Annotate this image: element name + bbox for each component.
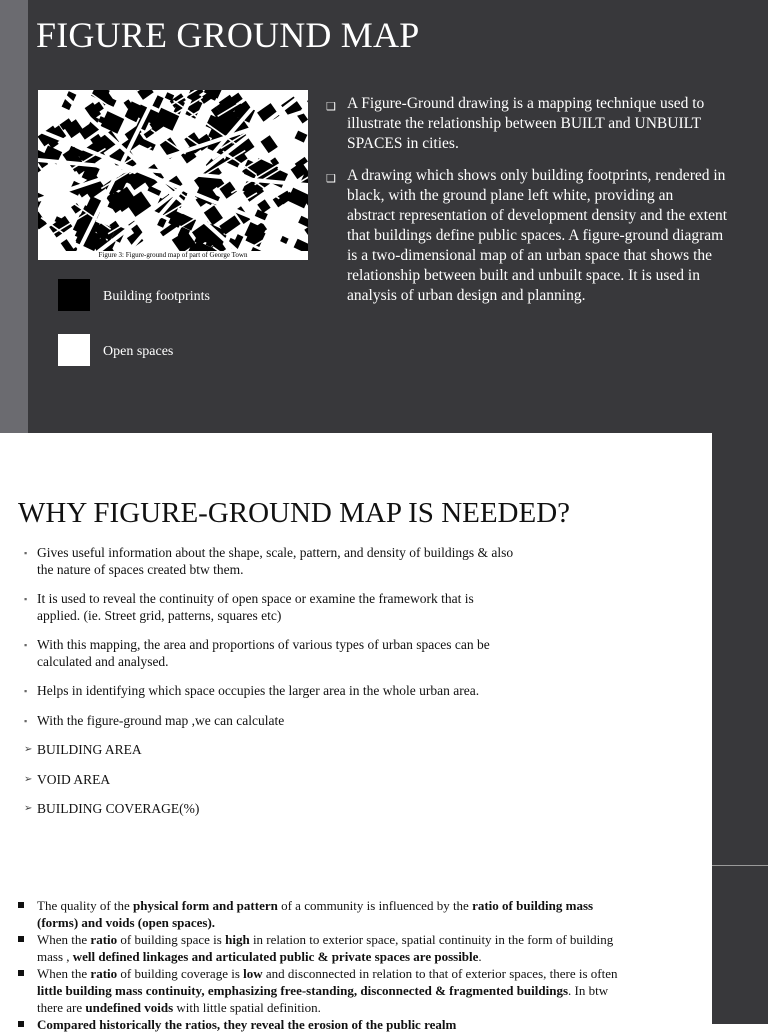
side-accent-strip — [0, 0, 28, 433]
list-item: ▪ With the figure-ground map ,we can calculate — [24, 712, 285, 728]
bullet-icon — [18, 902, 24, 908]
bullet-icon: ▪ — [24, 640, 28, 650]
reasons-list — [24, 545, 584, 818]
legend-swatch-building — [58, 279, 90, 311]
slide-title: FIGURE GROUND MAP — [36, 15, 420, 55]
list-item: Compared historically the ratios, they reveal the erosion of the public realm — [18, 1016, 690, 1033]
figure-ground-map-drawing — [38, 90, 308, 252]
list-item: ▪ Helps in identifying which space occupies the larger area in the whole urban area. — [24, 683, 480, 698]
bullet-item: ❑ A Figure-Ground drawing is a mapping technique used to illustrate the relationship between BUILT and UNBUILT SPACES in cities. — [326, 95, 705, 152]
panel-divider-line — [712, 865, 768, 866]
list-item: ▪ Gives useful information about the shape, scale, pattern, and density of buildings & also the nature of spaces created btw them. — [24, 545, 514, 577]
arrow-bullet-icon: ➢ — [24, 744, 33, 755]
definition-bullets — [326, 94, 731, 306]
bullet-icon: ▪ — [24, 686, 28, 696]
square-bullet-icon: ❑ — [326, 173, 336, 185]
arrow-bullet-icon: ➢ — [24, 803, 33, 814]
list-item: ▪ It is used to reveal the continuity of open space or examine the framework that is applied. (ie. Street grid, patterns, squares etc) — [24, 591, 474, 623]
bullet-icon — [18, 1021, 24, 1027]
list-item: When the ratio of building space is high in relation to exterior space, spatial continuity in the form of building mass , well defined linkages and articulated public & private spaces are possible. — [18, 931, 690, 965]
bullet-icon — [18, 970, 24, 976]
list-item: The quality of the physical form and pattern of a community is influenced by the ratio of building mass (forms) and voids (open spaces). — [18, 897, 690, 931]
legend-label-open: Open spaces — [103, 344, 174, 359]
list-item: ▪ With this mapping, the area and proportions of various types of urban spaces can be calculated and analysed. — [24, 637, 490, 669]
bullet-icon: ▪ — [24, 548, 28, 558]
legend-swatch-open — [58, 334, 90, 366]
lane — [290, 141, 308, 158]
arrow-bullet-icon: ➢ — [24, 773, 33, 785]
slide-title-why-needed: WHY FIGURE-GROUND MAP IS NEEDED? — [18, 497, 571, 529]
slide-figure-ground-map — [0, 0, 768, 433]
list-item-arrow: ➢ VOID AREA — [24, 771, 111, 787]
bullet-icon — [18, 936, 24, 942]
square-bullet-icon: ❑ — [326, 101, 336, 113]
bullet-icon: ▪ — [24, 594, 28, 604]
legend-label-building: Building footprints — [103, 289, 210, 304]
list-item: When the ratio of building coverage is low and disconnected in relation to that of exterior spaces, there is often little building mass continuity, emphasizing free-standing, disconnected & fragmented buildings. In btw there are undefined voids with little spatial definition. — [18, 965, 690, 1016]
right-dark-panel — [712, 433, 768, 1024]
ratio-explanation-list — [18, 897, 690, 1033]
bullet-item: ❑ A drawing which shows only building footprints, rendered in black, with the ground plane left white, providing an abstract representation of development density and the extent that buildings define public spaces. A figure-ground diagram is a two-dimensional map of an urban space that shows the relationship between built and unbuilt space. It is used in analysis of urban design and planning. — [326, 167, 728, 304]
figure-ground-map-image — [38, 90, 308, 258]
figure-caption: Figure 3: Figure-ground map of part of George Town — [38, 251, 308, 260]
list-item-arrow: ➢ BUILDING AREA — [24, 742, 142, 757]
bullet-icon: ▪ — [24, 715, 28, 726]
list-item-arrow: ➢ BUILDING COVERAGE(%) — [24, 801, 200, 816]
